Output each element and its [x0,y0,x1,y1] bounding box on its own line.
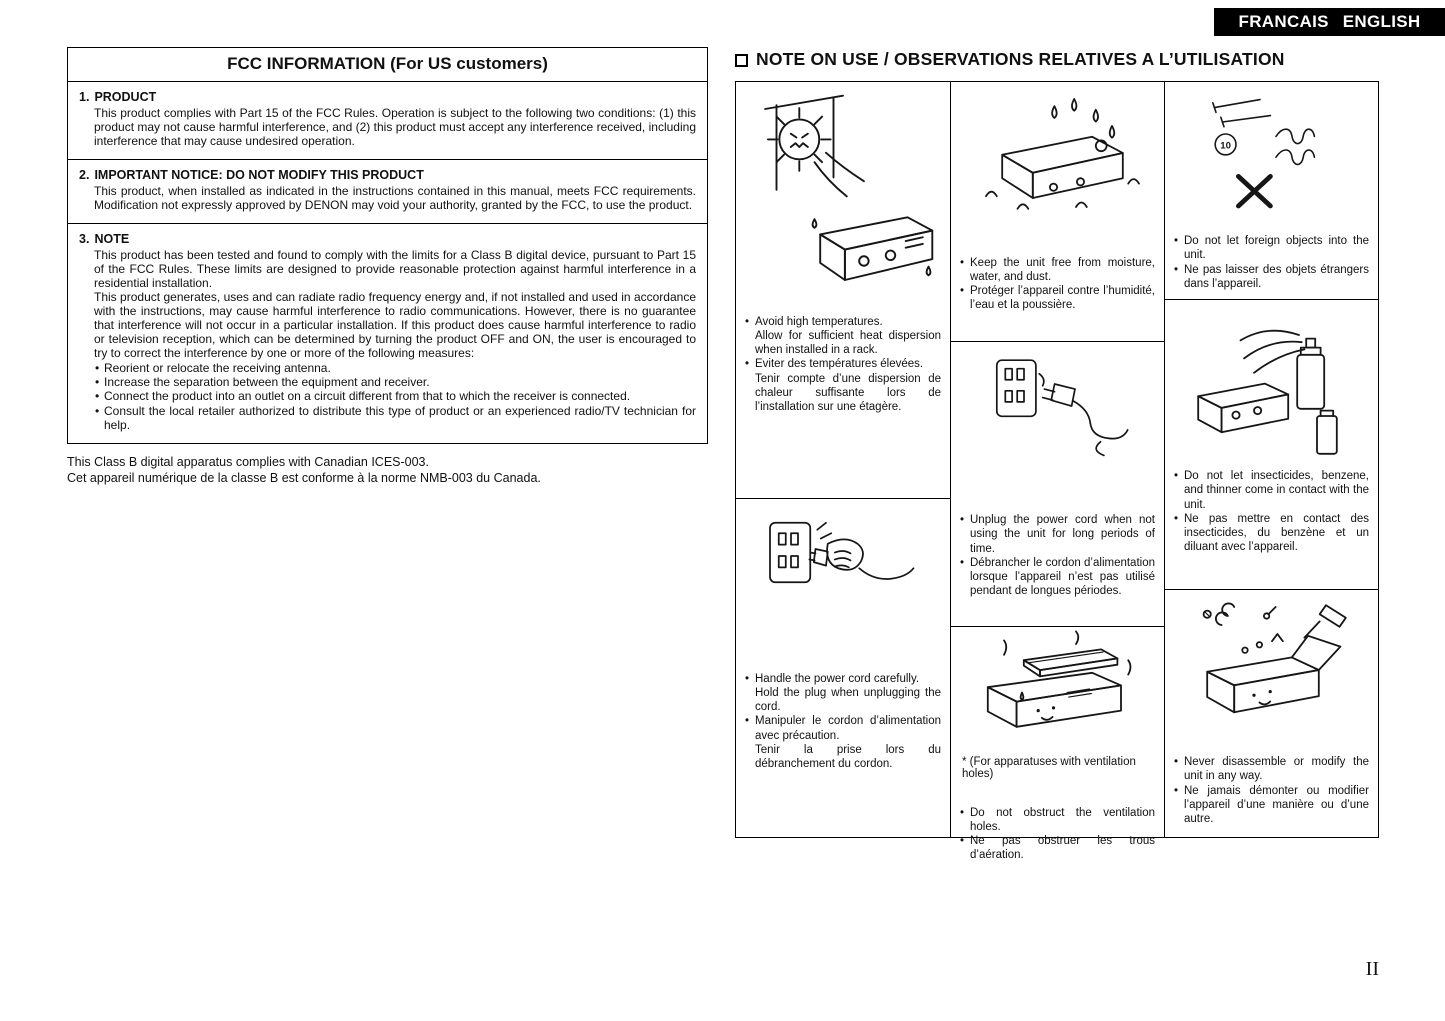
canadian-note-en: This Class B digital apparatus complies with Canadian ICES-003. [67,454,429,469]
section-number: 3. [79,232,90,247]
power-cord-icon [745,507,941,630]
caution-line: Keep the unit free from moisture, water, and dust. [970,256,1155,283]
foreign-objects-icon [1174,90,1369,214]
section-body [94,248,696,431]
note-paragraph: This product has been tested and found to comply with the limits for a Class B digital device, pursuant to Part 15 of the FCC Rules. These limits are designed to provide reasonable protection against harmful interference in a residential installation. [94,248,696,291]
section-heading-row [79,232,696,246]
ventilation-icon [960,635,1155,748]
caution-item-cont: Tenir compte d’une dispersion de chaleur suffisante lors de l’installation sur une étagère. [755,372,941,413]
fcc-bullet: • Consult the local retailer authorized to distribute this type of product or an experienced radio/TV technician for help. [94,404,696,432]
caution-item-cont: Hold the plug when unplugging the cord. [755,686,941,713]
section-body: This product complies with Part 15 of the FCC Rules. Operation is subject to the following two conditions: (1) this product may not cause harmful interference, and (2) this product must accept any interference received, including interference that may cause undesired operation. [94,106,696,149]
canadian-compliance-note [67,454,708,488]
caution-line: Débrancher le cordon d’alimentation lorsque l’appareil n’est pas utilisé pendant de longues périodes. [970,556,1155,598]
page-number: II [1365,958,1379,980]
caution-text [960,256,1155,313]
moisture-icon [960,90,1155,230]
svg-text:10: 10 [1219,140,1231,152]
square-bullet-icon [735,54,748,67]
caution-text [960,513,1155,599]
caution-cell-heat [736,82,950,498]
caution-item-cont: Tenir la prise lors du débranchement du cordon. [755,743,941,770]
section-body: This product, when installed as indicated in the instructions contained in this manual, meets FCC requirements. Modification not expressly approved by DENON may void your authority, granted by the FCC, to use the product. [94,184,696,213]
caution-item [745,672,941,715]
section-heading: NOTE [94,232,130,247]
disassemble-icon [1174,598,1369,733]
caution-text [1174,469,1369,555]
caution-line: Protéger l’appareil contre l’humidité, l’eau et la poussière. [970,285,1155,312]
caution-item [960,834,1155,863]
note-on-use-title: NOTE ON USE / OBSERVATIONS RELATIVES A L’UTILISATION [756,49,1285,69]
caution-line: Ne pas obstruer les trous d’aération. [970,835,1155,862]
unplug-icon [960,350,1155,469]
caution-item [1174,263,1369,292]
canadian-note-fr: Cet appareil numérique de la classe B est conforme à la norme NMB-003 du Canada. [67,471,541,486]
caution-text [745,672,941,772]
caution-line: Do not let insecticides, benzene, and thinner come in contact with the unit. [1184,470,1369,511]
caution-item [1174,512,1369,555]
language-banner [1214,8,1445,36]
caution-line: Do not obstruct the ventilation holes. [970,806,1155,833]
fcc-title: FCC INFORMATION (For US customers) [68,48,707,82]
caution-item [1174,469,1369,512]
caution-item [960,284,1155,313]
banner-label-francais: FRANCAIS [1238,12,1329,31]
caution-cell-foreign-objects [1165,82,1378,299]
caution-line: Avoid high temperatures. [755,315,883,328]
caution-item [1174,755,1369,784]
section-number: 2. [79,168,90,183]
note-paragraph: This product generates, uses and can radiate radio frequency energy and, if not installed and used in accordance with the instructions, may cause harmful interference to radio communications. However, there is no guarantee that interference will not occur in a particular installation. If this product does cause harmful interference to radio or television reception, which can be determined by turning the product OFF and ON, the user is encouraged to try to correct the interference by one or more of the following measures: [94,290,696,361]
ventilation-footnote: * (For apparatuses with ventilation holes) [962,755,1136,780]
banner-label-english: ENGLISH [1342,12,1421,31]
note-on-use-header [735,49,1285,70]
fcc-section-product [68,82,707,159]
fcc-section-note [68,223,707,442]
caution-line: Never disassemble or modify the unit in any way. [1184,756,1369,783]
caution-cell-moisture [951,82,1164,341]
caution-cell-ventilation [951,626,1164,871]
sun-heat-icon [745,90,941,309]
caution-item [1174,234,1369,263]
caution-cell-unplug [951,341,1164,626]
section-number: 1. [79,90,90,104]
caution-cell-insecticides [1165,299,1378,589]
section-heading: IMPORTANT NOTICE: DO NOT MODIFY THIS PRODUCT [94,168,424,183]
caution-line: Unplug the power cord when not using the unit for long periods of time. [970,514,1155,555]
fcc-bullet: • Connect the product into an outlet on a circuit different from that to which the receiver is connected. [94,389,696,403]
insecticide-spray-icon [1174,308,1369,461]
caution-line: Ne jamais démonter ou modifier l’appareil d’une manière ou d’une autre. [1184,784,1369,825]
fcc-bullet: • Increase the separation between the equipment and receiver. [94,375,696,389]
note-on-use-grid [735,81,1379,862]
caution-text [1174,755,1369,826]
caution-line: Handle the power cord carefully. [755,672,920,685]
caution-item [960,556,1155,599]
caution-item [745,315,941,358]
caution-cell-disassemble [1165,589,1378,837]
fcc-section-notice [68,159,707,223]
caution-line: Ne pas mettre en contact des insecticides, du benzène et un diluant avec l’appareil. [1184,512,1369,554]
caution-item [960,806,1155,835]
caution-text [745,315,941,415]
fcc-info-panel [67,47,708,444]
caution-line: Do not let foreign objects into the unit. [1184,235,1369,262]
grid-column-3 [1164,82,1378,837]
section-heading-row [79,168,696,182]
caution-text [1174,234,1369,291]
caution-line: Ne pas laisser des objets étrangers dans l’appareil. [1184,263,1369,290]
section-heading: PRODUCT [94,90,157,104]
caution-item [960,256,1155,285]
fcc-bullet: • Reorient or relocate the receiving antenna. [94,361,696,375]
section-heading-row [79,90,696,104]
grid-column-1 [736,82,950,837]
caution-cell-cord [736,498,950,837]
caution-item [745,357,941,414]
caution-item [1174,784,1369,827]
grid-column-2 [950,82,1164,862]
fcc-column [67,47,708,487]
fcc-bullet-list [94,361,696,431]
caution-line: Manipuler le cordon d’alimentation avec précaution. [755,715,941,742]
caution-text [960,806,1155,863]
caution-item [960,513,1155,556]
caution-item-cont: Allow for sufficient heat dispersion when installed in a rack. [755,329,941,356]
caution-item [745,714,941,771]
caution-line: Eviter des températures élevées. [755,358,924,371]
